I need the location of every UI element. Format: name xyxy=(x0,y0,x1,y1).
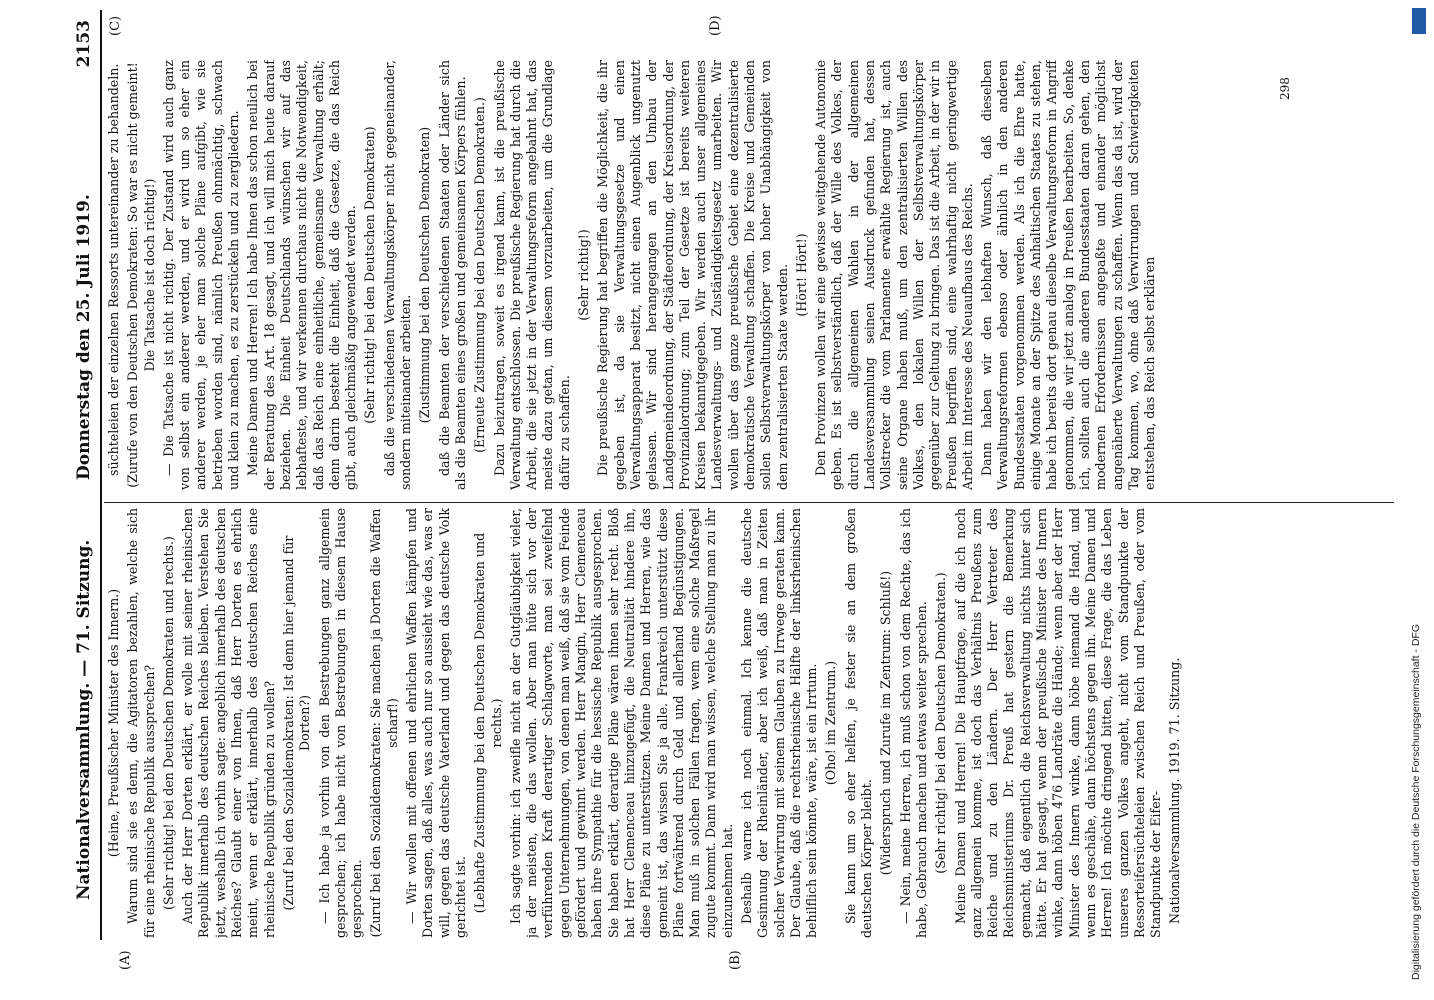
margin-label-a: (A) xyxy=(118,950,133,970)
col1-paragraph: (Heine, Preußischer Minister des Innern.) xyxy=(106,588,121,858)
col2-paragraph: (Sehr richtig! bei den Deutschen Demokraten) xyxy=(362,126,378,424)
col1-paragraph: Ich sagte vorhin: ich zweifle nicht an der Gutgläubigkeit vieler, ja der meisten, die das wollen. Aber man hüte sich vor der verführenden Kraft derartiger Schlagworte, man sei zweifelnd gegen Unternehmungen, von denen man weiß, daß sie vom Feinde gefördert und gewinnt werden. Herr Mangin, Herr Clemenceau haben ihre Sympathie für die hessische Republik ausgesprochen. Sie haben erklärt, derartige Pläne wären ihnen sehr recht. Bloß hat Herr Clemenceau hinzugefügt, die Neutralität hindere ihn, diese Pläne zu unterstützen. Meine Damen und Herren, wie das gemeint ist, das wissen Sie ja alle. Frankreich unterstützt diese Pläne fortwährend durch Geld und allerhand Begünstigungen. Man muß in solchen Fällen fragen, wem eine solche Maßregel zugute kommt. Dann wird man wissen, welche Stellung man zu ihr einzunehmen hat. xyxy=(507,508,735,938)
column-left xyxy=(106,508,1386,938)
col1-paragraph: (Zuruf bei den Sozialdemokraten: Sie machen ja Dorten die Waffen scharf!) xyxy=(368,508,400,938)
col2-paragraph: daß die Beamten der verschiedenen Staaten oder Länder sich als die Beamten eines großen und gemeinsamen Körpers fühlen. xyxy=(436,60,468,490)
col1-paragraph: Meine Damen und Herren! Die Hauptfrage, auf die ich noch ganz allgemein komme, ist doch das Verhältnis Preußens zum Reiche und zu den Ländern. Der Herr Vertreter des Reichsministeriums Dr. Preuß hat gestern die Bemerkung gemacht, daß eigentlich die Reichsverwaltung nichts hinter sich hätte. Er hat gesagt, wenn der preußische Minister des Innern winke, dann höben 476 Landräte die Hände; wenn aber der Herr Minister des Innern winke, dann höbe niemand die Hand, und wenn es geschähe, dann höchstens gegen ihn. Meine Damen und Herren! Ich möchte dringend bitten, diese Frage, die das Leben unseres ganzen Volkes angeht, nicht vom Standpunkte der Ressorteifersüchteleien zwischen Reich und Preußen, oder vom Standpunkte der Eifer- xyxy=(952,508,1164,938)
rotated-page xyxy=(8,0,1408,1000)
col1-paragraph: Sie kann um so eher helfen, je fester sie an dem großen deutschen Körper bleibt. xyxy=(842,508,875,938)
col2-paragraph: (Zustimmung bei den Deutschen Demokraten) xyxy=(417,126,433,424)
col1-paragraph: Deshalb warne ich noch einmal. Ich kenne die deutsche Gesinnung der Rheinländer, aber ich weiß, daß man in Zeiten solcher Verwirrung mit seinem Glauben zu Irrwege geraten kann. Der Glaube, daß die rechtsrheinische Hälfte der linksrheinischen behilflich sein könnte, wäre, ist ein Irrtum. xyxy=(738,508,820,938)
col2-paragraph: (Erneute Zustimmung bei den Deutschen Demokraten.) xyxy=(472,97,488,453)
col2-paragraph: Die preußische Regierung hat begriffen die Möglichkeit, die ihr gegeben ist, da sie Verwaltungsgesetze und einen Verwaltungsapparat besitzt, nicht einen Augenblick ungenutzt gelassen. Wir sind herangegangen an den Umbau der Landgemeindeordnung, der Städteordnung, der Kreisordnung, der Provinzialordnung; zum Teil der Gesetze ist bereits weiteren Kreisen bekanntgegeben. Wir werden auch unser allgemeines Landesverwaltungs- und Zuständigkeitsgesetz umarbeiten. Wir wollen über das ganze preußische Gebiet eine dezentralisierte demokratische Verwaltung schaffen. Die Kreise und Gemeinden sollen Selbstverwaltungskörper von hoher Unabhängigkeit von dem zentralisierten Staate werden. xyxy=(595,60,790,490)
margin-label-d: (D) xyxy=(708,15,723,36)
column-right xyxy=(106,60,1386,490)
col1-paragraph: Warum sind sie es denn, die Agitatoren bezahlen, welche sich für eine rheinische Republik aussprechen? xyxy=(125,508,157,938)
col1-paragraph: Auch der Herr Dorten erklärt, er wolle mit seiner rheinischen Republik innerhalb des deutschen Reiches bleiben. Verstehen Sie jetzt, weshalb ich vorhin sagte: angeblich innerhalb des deutschen Reiches? Glaubt einer von Ihnen, daß Herr Dorten es ehrlich meint, wenn er erklärt, innerhalb des deutschen Reiches eine rheinische Republik gründen zu wollen? xyxy=(180,508,277,938)
header-rule xyxy=(100,10,102,940)
col2-paragraph: süchteleien der einzelnen Ressorts untereinander zu behandeln. xyxy=(106,63,121,476)
col2-paragraph: Den Provinzen wollen wir eine gewisse weitgehende Autonomie geben. Es ist selbstverständlich, daß der Wille des Volkes, der durch die allgemeinen Wahlen in der allgemeinen Landesversammlung seinen Ausdruck gefunden hat, dessen Vollstrecker die vom Parlamente erwählte Regierung ist, auch seine Organe haben muß, um den zentralisierten Willen des Volkes, den lokalen Willen der Selbstverwaltungskörper gegenüber zur Geltung zu bringen. Das ist die Arbeit, in der wir in Preußen begriffen sind, eine wahrhaftig nicht geringwertige Arbeit im Interesse des Neuaufbaus des Reichs. xyxy=(813,60,975,490)
footer-page-number: 298 xyxy=(1278,77,1292,100)
col1-paragraph: — Wir wollen mit offenen und ehrlichen Waffen kämpfen und Dorten sagen, daß alles, was auch nur so aussieht wie das, was er will, gegen das deutsche Vaterland und gegen das deutsche Volk gerichtet ist. xyxy=(404,508,468,938)
col1-paragraph: (Widerspruch und Zurufe im Zentrum: Schluß!) xyxy=(878,570,894,876)
header-page-number: 2153 xyxy=(74,20,94,68)
col1-paragraph: (Oho! im Zentrum.) xyxy=(823,660,839,786)
col2-paragraph: Dazu beizutragen, soweit es irgend kann, ist die preußische Verwaltung entschlossen. Die preußische Regierung hat durch die Arbeit, die sie jetzt in der Verwaltungsreform angebahnt hat, das meiste dazu getan, um diesem vorzuarbeiten, um die Grundlage dafür zu schaffen. xyxy=(491,60,572,490)
col1-paragraph: Nationalversammlung. 1919. 71. Sitzung. xyxy=(1167,657,1183,924)
col2-paragraph: (Sehr richtig!) xyxy=(576,229,592,321)
col1-paragraph: — Nein, meine Herren, ich muß schon von dem Rechte, das ich habe, Gebrauch machen und etwas weiter sprechen. xyxy=(897,508,929,938)
page-header xyxy=(70,0,100,1000)
col1-paragraph: (Sehr richtig! bei den Deutschen Demokraten.) xyxy=(933,572,949,874)
header-left: Nationalversammlung. — 71. Sitzung. xyxy=(74,539,94,900)
col2-paragraph: Dann haben wir den lebhaften Wunsch, daß dieselben Verwaltungsreformen ebenso oder ähnlich in den anderen Bundesstaaten vorgenommen werden. Als ich die Ehre hatte, einige Monate an der Spitze des Anhaltischen Staates zu stehen, habe ich bereits dort genau dieselbe Verwaltungsreform in Angriff genommen, die wir jetzt analog in Preußen bearbeiten. So, denke ich, sollten auch die anderen Bundesstaaten daran gehen, den modernen Erfordernissen angepaßte und einander möglichst angenäherte Verwaltungen zu schaffen. Wenn das da ist, wird der Tag kommen, wo, ohne daß Verwirrungen und Schwierigkeiten entstehen, das Reich selbst erklären xyxy=(979,60,1158,490)
digitization-note-text: Digitalisierung gefördert durch die Deutsche Forschungsgemeinschaft - DFG xyxy=(1410,623,1422,980)
col2-paragraph: — Die Tatsache ist nicht richtig. Der Zustand wird auch ganz von selbst ein anderer werden, und er wird um so eher ein anderer werden, je eher man solche Pläne aufgibt, wie sie betrieben worden sind, nämlich Preußen ohnmächtig, schwach und klein zu machen, es zu zerstückeln und zu zergliedern. xyxy=(160,60,242,490)
col2-paragraph: (Zurufe von den Deutschen Demokraten: So war es nicht gemeint! Die Tatsache ist doch richtig!) xyxy=(125,62,157,488)
col1-paragraph: (Sehr richtig! bei den Deutschen Demokraten und rechts.) xyxy=(160,536,176,910)
margin-label-b: (B) xyxy=(728,950,743,970)
col2-paragraph: Meine Damen und Herren! Ich habe Ihnen das schon neulich bei der Beratung des Art. 18 gesagt, und ich will mich heute darauf beziehen. Die Einheit Deutschlands wünschen wir auf das lebhafteste, und wir verkennen durchaus nicht die Notwendigkeit, daß das Reich eine einheitliche, gemeinsame Verwaltung erhält; denn darin besteht die Einheit, daß die Gesetze, die das Reich gibt, auch gleichmäßig angewendet werden. xyxy=(245,60,359,490)
digitization-note xyxy=(1410,20,1426,980)
col1-paragraph: — Ich habe ja vorhin von den Bestrebungen ganz allgemein gesprochen; ich habe nicht von Bestrebungen in diesem Hause gesprochen. xyxy=(316,508,365,938)
col1-paragraph: (Zuruf bei den Sozialdemokraten: Ist denn hier jemand für Dorten?) xyxy=(280,535,313,911)
col2-paragraph: (Hört! Hört!) xyxy=(793,233,809,317)
col2-paragraph: daß die verschiedenen Verwaltungskörper nicht gegeneinander, sondern miteinander arbeiten. xyxy=(381,60,414,490)
header-middle: Donnerstag den 25. Juli 1919. xyxy=(74,194,94,480)
margin-label-c: (C) xyxy=(108,15,123,36)
column-divider xyxy=(104,502,1394,503)
col1-paragraph: (Lebhafte Zustimmung bei den Deutschen Demokraten und rechts.) xyxy=(472,532,504,914)
